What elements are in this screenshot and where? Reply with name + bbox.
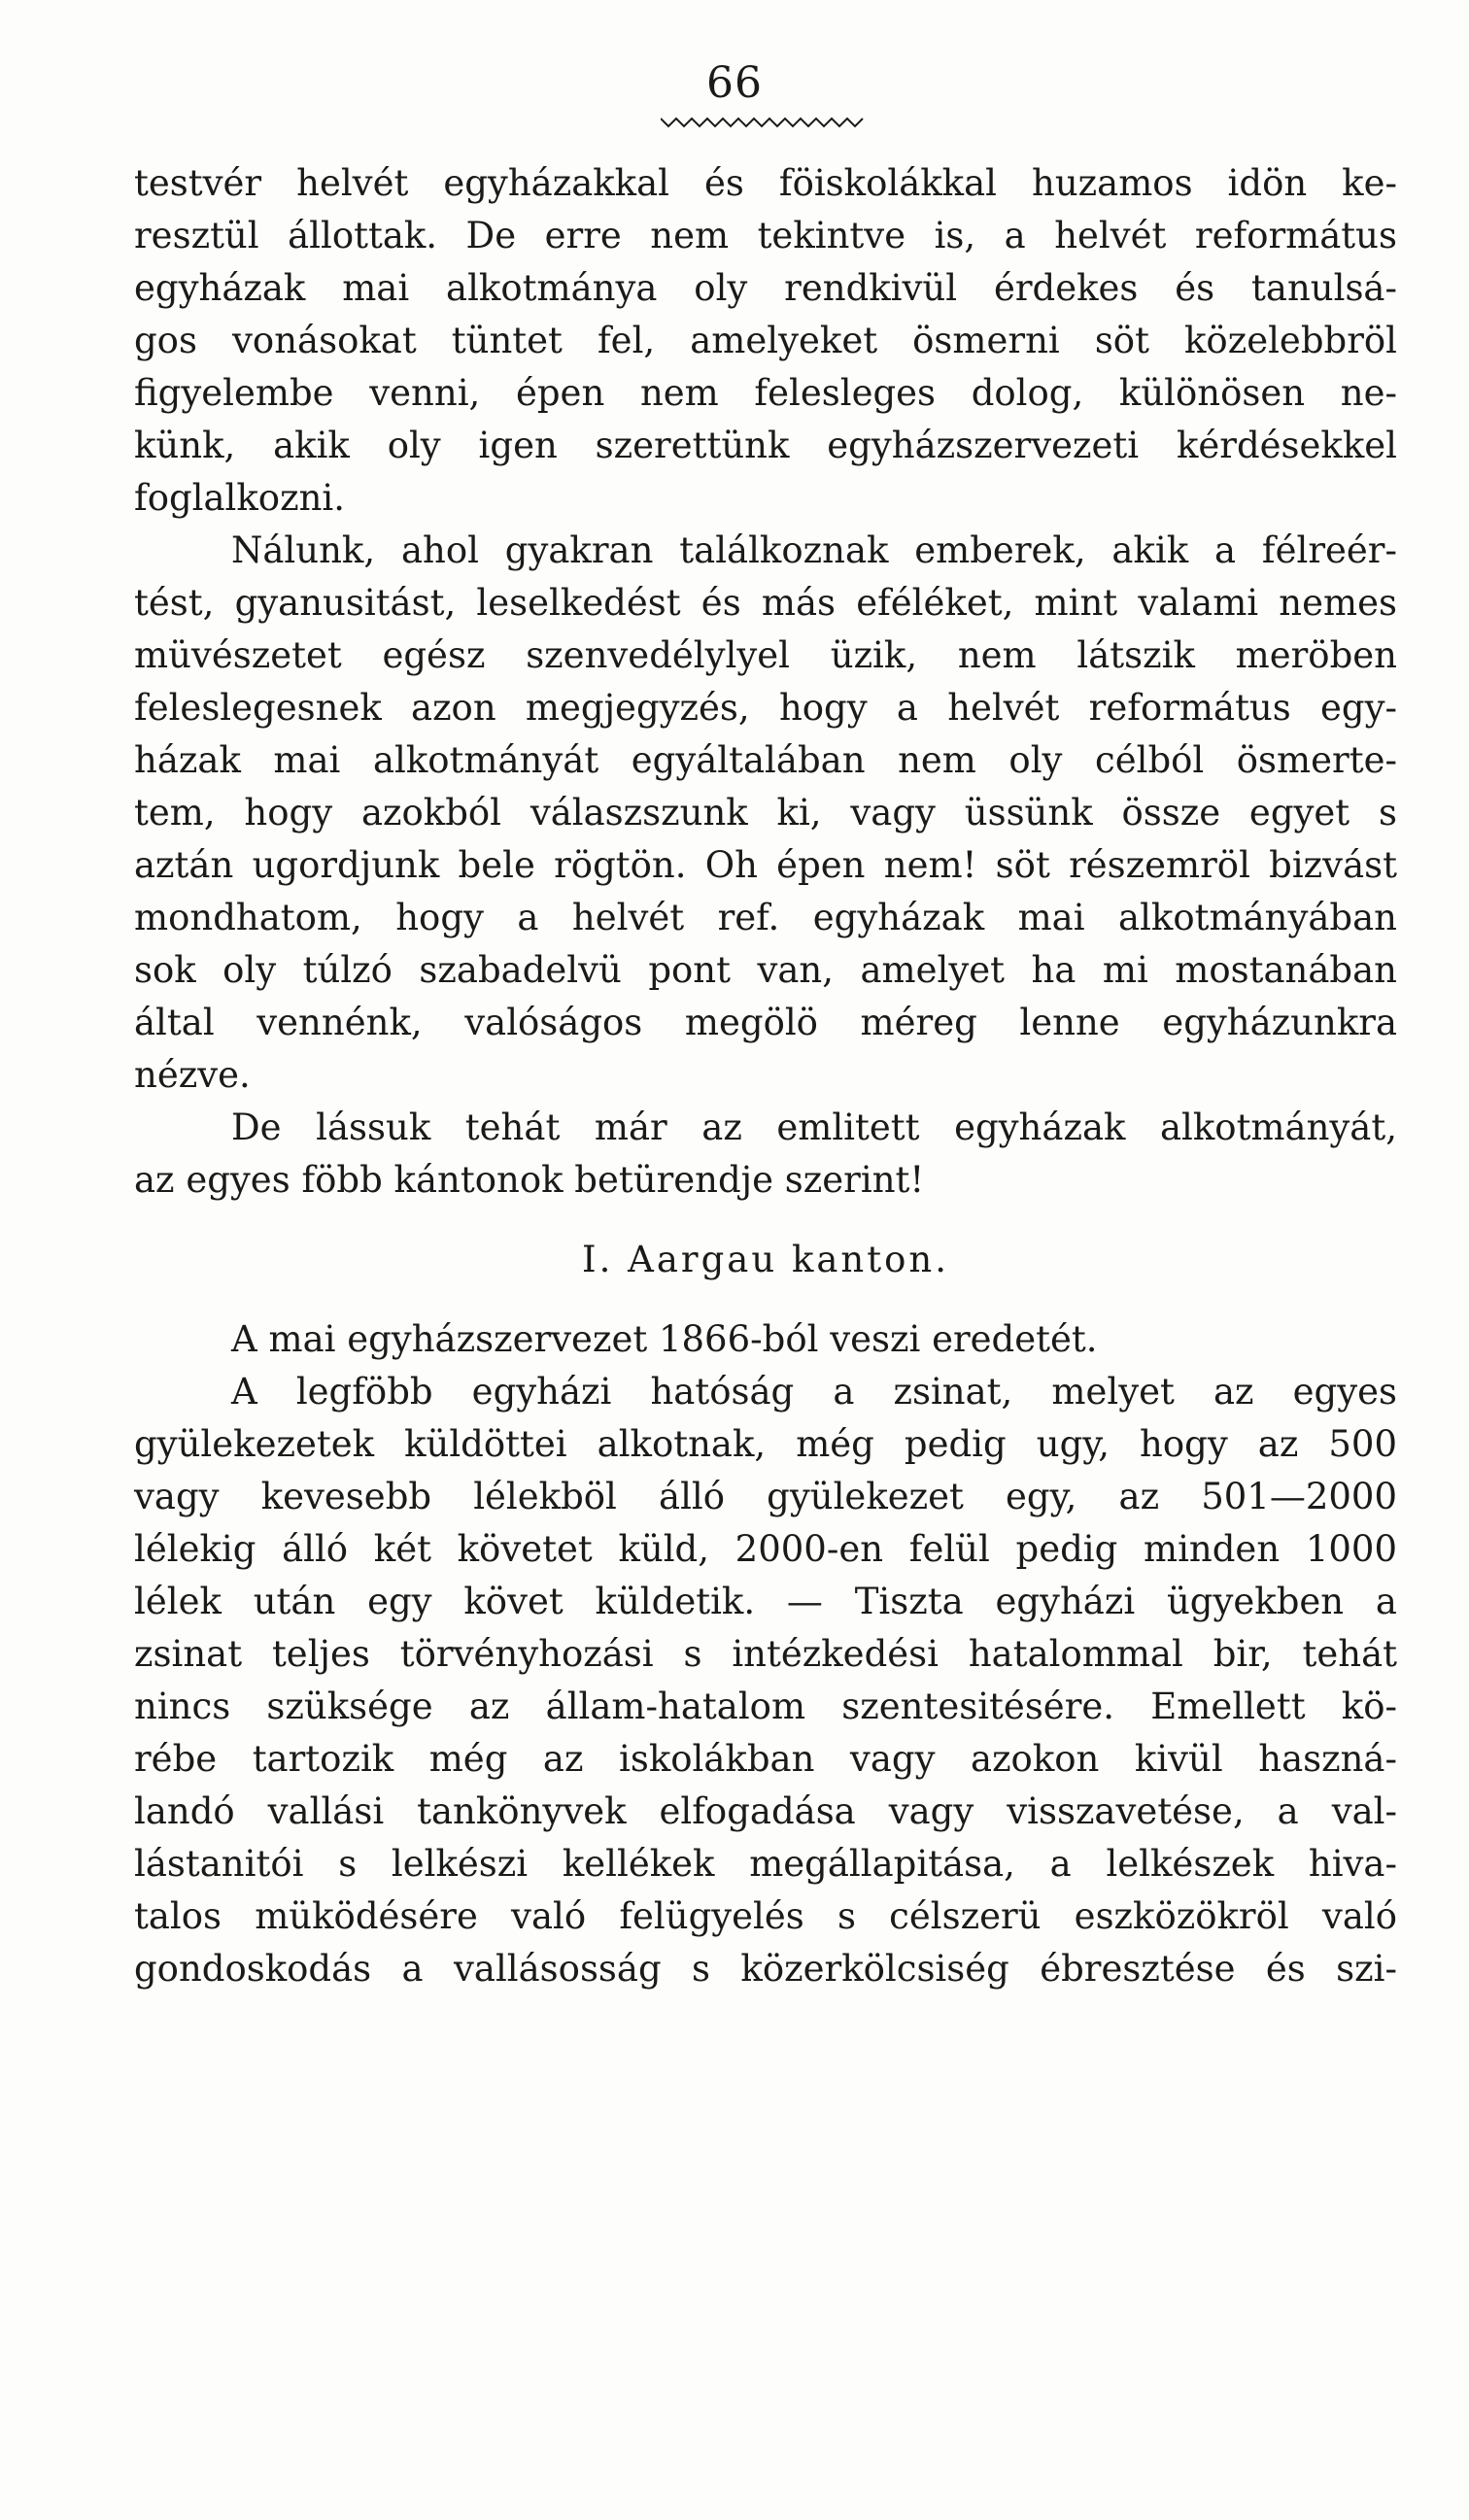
- text-line: nézve.: [134, 1054, 251, 1096]
- section-heading: I. Aargau kanton.: [582, 1239, 949, 1280]
- text-line: figyelembe venni, épen nem felesleges dolog, különösen ne-: [134, 372, 1397, 414]
- text-line: landó vallási tankönyvek elfogadása vagy visszavetése, a val-: [134, 1790, 1397, 1832]
- text-line: egyházak mai alkotmánya oly rendkivül érdekes és tanulsá-: [134, 267, 1397, 309]
- text-line: tem, hogy azokból válaszszunk ki, vagy üssünk össze egyet s: [134, 792, 1397, 834]
- text-line: zsinat teljes törvényhozási s intézkedési hatalommal bir, tehát: [134, 1633, 1397, 1675]
- text-line: foglalkozni.: [134, 477, 345, 519]
- text-line: talos müködésére való felügyelés s célszerü eszközökröl való: [134, 1895, 1397, 1937]
- paragraph-2: [134, 525, 1397, 1102]
- text-line: gos vonásokat tüntet fel, amelyeket ösmerni söt közelebbröl: [134, 320, 1397, 361]
- text-line: resztül állottak. De erre nem tekintve is, a helvét református: [134, 215, 1397, 256]
- page-number: 66: [706, 58, 763, 108]
- text-line: nincs szüksége az állam-hatalom szentesitésére. Emellett kö-: [134, 1686, 1397, 1727]
- text-line: az egyes föbb kántonok betürendje szerint!: [134, 1159, 925, 1201]
- text-line: künk, akik oly igen szerettünk egyházszervezeti kérdésekkel: [134, 425, 1397, 466]
- text-line: gondoskodás a vallásosság s közerkölcsiség ébresztése és szi-: [134, 1948, 1397, 1990]
- text-line: lélek után egy követ küldetik. — Tiszta egyházi ügyekben a: [134, 1581, 1397, 1622]
- text-line: gyülekezetek küldöttei alkotnak, még pedig ugy, hogy az 500: [134, 1423, 1397, 1465]
- text-line: tést, gyanusitást, leselkedést és más eféléket, mint valami nemes: [134, 582, 1397, 624]
- text-line: vagy kevesebb lélekböl álló gyülekezet egy, az 501—2000: [134, 1476, 1397, 1517]
- text-line: Nálunk, ahol gyakran találkoznak emberek, akik a félreér-: [231, 529, 1397, 571]
- spacer: [134, 1207, 1397, 1234]
- text-line: lástanitói s lelkészi kellékek megállapitása, a lelkészek hiva-: [134, 1843, 1397, 1885]
- text-line: feleslegesnek azon megjegyzés, hogy a helvét református egy-: [134, 687, 1397, 729]
- paragraph-5: [134, 1366, 1397, 1995]
- paragraph-3: [134, 1102, 1397, 1207]
- text-line: által vennénk, valóságos megölö méreg lenne egyházunkra: [134, 1002, 1397, 1043]
- page-number-underline-ornament: [661, 115, 865, 130]
- text-line: testvér helvét egyházakkal és föiskolákkal huzamos idön ke-: [134, 162, 1397, 204]
- text-line: mondhatom, hogy a helvét ref. egyházak mai alkotmányában: [134, 897, 1397, 938]
- text-line: A legföbb egyházi hatóság a zsinat, melyet az egyes: [231, 1371, 1397, 1413]
- paragraph-4: [134, 1313, 1397, 1366]
- spacer: [134, 1286, 1397, 1313]
- text-line: sok oly túlzó szabadelvü pont van, amelyet ha mi mostanában: [134, 949, 1397, 991]
- text-line: lélekig álló két követet küld, 2000-en felül pedig minden 1000: [134, 1528, 1397, 1570]
- text-line: aztán ugordjunk bele rögtön. Oh épen nem! söt részemröl bizvást: [134, 844, 1397, 886]
- page-body: [134, 157, 1397, 1995]
- text-line: rébe tartozik még az iskolákban vagy azokon kivül haszná-: [134, 1738, 1397, 1780]
- text-line: házak mai alkotmányát egyáltalában nem oly célból ösmerte-: [134, 739, 1397, 781]
- text-line: De lássuk tehát már az emlitett egyházak alkotmányát,: [231, 1107, 1397, 1148]
- text-line: müvészetet egész szenvedélylyel üzik, nem látszik meröben: [134, 634, 1397, 676]
- paragraph-1: [134, 157, 1397, 525]
- text-line: A mai egyházszervezet 1866-ból veszi eredetét.: [231, 1318, 1098, 1360]
